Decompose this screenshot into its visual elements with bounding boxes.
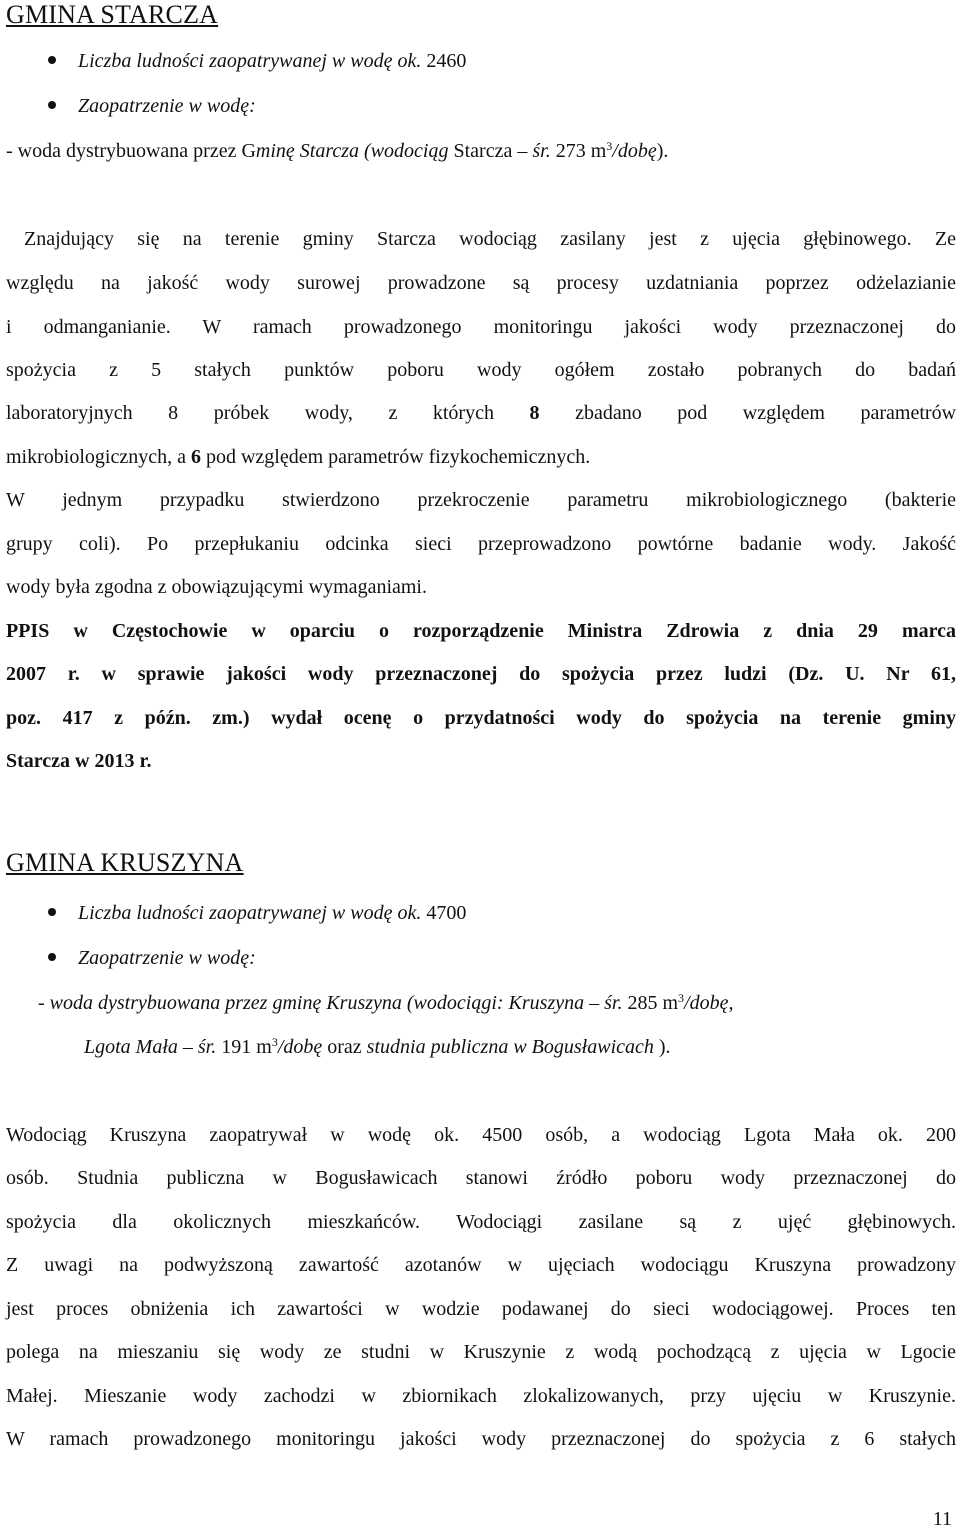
assessment-line: Starcza w 2013 r. <box>6 750 152 772</box>
water-supply-item <box>48 95 960 118</box>
paragraph-line: W jednym przypadku stwierdzono przekroczenie parametru mikrobiologicznego (bakterie <box>6 489 956 511</box>
text: 273 <box>555 140 586 162</box>
population-value: 2460 <box>426 50 467 72</box>
text: m <box>585 140 607 162</box>
water-supply-label: Zaopatrzenie w wodę: <box>78 95 256 117</box>
paragraph-line: i odmanganianie. W ramach prowadzonego monitoringu jakości wody przeznaczonej do <box>6 316 956 338</box>
water-supply-label: Zaopatrzenie w wodę: <box>78 947 256 969</box>
text: 6 <box>190 446 201 468</box>
assessment-line: poz. 417 z późn. zm.) wydał ocenę o przydatności wody do spożycia na terenie gminy <box>6 707 956 729</box>
paragraph-line: grupy coli). Po przepłukaniu odcinka sieci przeprowadzono powtórne badanie wody. Jakość <box>6 533 956 555</box>
water-distribution-line <box>84 1036 956 1059</box>
text: m <box>251 1036 272 1058</box>
text: 3 <box>678 991 685 1005</box>
water-distribution-line <box>6 140 956 163</box>
text: 3 <box>606 139 613 153</box>
paragraph-line: osób. Studnia publiczna w Bogusławicach stanowi źródło poboru wody przeznaczonej do <box>6 1167 956 1189</box>
water-supply-item <box>48 947 960 970</box>
text: /dobę <box>612 140 657 162</box>
bullet-icon <box>48 56 56 64</box>
paragraph-line: Znajdujący się na terenie gminy Starcza wodociąg zasilany jest z ujęcia głębinowego. Ze <box>24 228 956 250</box>
bullet-icon <box>48 101 56 109</box>
text: /dobę, <box>684 992 734 1014</box>
paragraph-line <box>6 402 956 425</box>
paragraph-line <box>6 1124 956 1147</box>
bullet-icon <box>48 908 56 916</box>
paragraph-line: Z uwagi na podwyższoną zawartość azotanów w ujęciach wodociągu Kruszyna prowadzony <box>6 1254 956 1276</box>
text: Wodociąg Kruszyna zaopatrywał w wodę ok. <box>6 1124 460 1146</box>
text: mikrobiologicznych, a <box>6 446 186 468</box>
text: Starcza <box>453 140 513 162</box>
text: woda dystrybuowana przez gminę Kruszyna (wodociągi: Kruszyna <box>49 992 585 1014</box>
text: 4500 <box>482 1124 523 1146</box>
paragraph-line: spożycia z 5 stałych punktów poboru wody ogółem zostało pobranych do badań <box>6 359 956 381</box>
text: oraz <box>322 1036 367 1058</box>
text: - woda dystrybuowana przez G <box>6 140 256 162</box>
text: – śr. <box>584 992 628 1014</box>
text: 191 <box>221 1036 252 1058</box>
text: ). <box>653 1036 671 1058</box>
water-distribution-line <box>38 992 956 1015</box>
text: – śr. <box>512 140 556 162</box>
paragraph-line: wody była zgodna z obowiązującymi wymaganiami. <box>6 576 427 598</box>
page-number: 11 <box>932 1508 952 1530</box>
population-item <box>48 50 960 73</box>
paragraph-line: spożycia dla okolicznych mieszkańców. Wodociągi zasilane są z ujęć głębinowych. <box>6 1211 956 1233</box>
text: Lgota Mała – śr. <box>84 1036 222 1058</box>
text: studnia publiczna w Bogusławicach <box>366 1036 654 1058</box>
text: m <box>657 992 679 1014</box>
paragraph-line: względu na jakość wody surowej prowadzone są procesy uzdatniania poprzez odżelazianie <box>6 272 956 294</box>
population-item <box>48 902 960 925</box>
population-label: Liczba ludności zaopatrywanej w wodę ok. <box>78 902 422 924</box>
text: /dobę <box>277 1036 323 1058</box>
text: minę Starcza (wodociąg <box>255 140 454 162</box>
section-heading-starcza: GMINA STARCZA <box>6 0 219 29</box>
paragraph-line: Małej. Mieszanie wody zachodzi w zbiornikach zlokalizowanych, przy ujęciu w Kruszynie. <box>6 1385 956 1407</box>
text: zbadano pod względem parametrów <box>575 402 957 424</box>
text: pod względem parametrów fizykochemicznych. <box>205 446 591 468</box>
paragraph-line <box>6 446 956 469</box>
text: laboratoryjnych 8 próbek wody, z których <box>6 402 494 424</box>
text: - <box>38 992 50 1014</box>
population-label: Liczba ludności zaopatrywanej w wodę ok. <box>78 50 422 72</box>
bullet-icon <box>48 953 56 961</box>
paragraph-line: W ramach prowadzonego monitoringu jakości wody przeznaczonej do spożycia z 6 stałych <box>6 1428 956 1450</box>
text: ). <box>656 140 669 162</box>
text: osób, a wodociąg Lgota Mała ok. <box>545 1124 903 1146</box>
paragraph-line: polega na mieszaniu się wody ze studni w Kruszynie z wodą pochodzącą z ujęcia w Lgocie <box>6 1341 956 1363</box>
assessment-line: 2007 r. w sprawie jakości wody przeznaczonej do spożycia przez ludzi (Dz. U. Nr 61, <box>6 663 956 685</box>
text: 3 <box>271 1035 278 1049</box>
population-value: 4700 <box>426 902 467 924</box>
assessment-line: PPIS w Częstochowie w oparciu o rozporządzenie Ministra Zdrowia z dnia 29 marca <box>6 620 956 642</box>
section-heading-kruszyna: GMINA KRUSZYNA <box>6 848 244 877</box>
text: 8 <box>529 402 540 424</box>
text: 285 <box>627 992 658 1014</box>
text: 200 <box>926 1124 957 1146</box>
paragraph-line: jest proces obniżenia ich zawartości w wodzie podawanej do sieci wodociągowej. Proces ten <box>6 1298 956 1320</box>
